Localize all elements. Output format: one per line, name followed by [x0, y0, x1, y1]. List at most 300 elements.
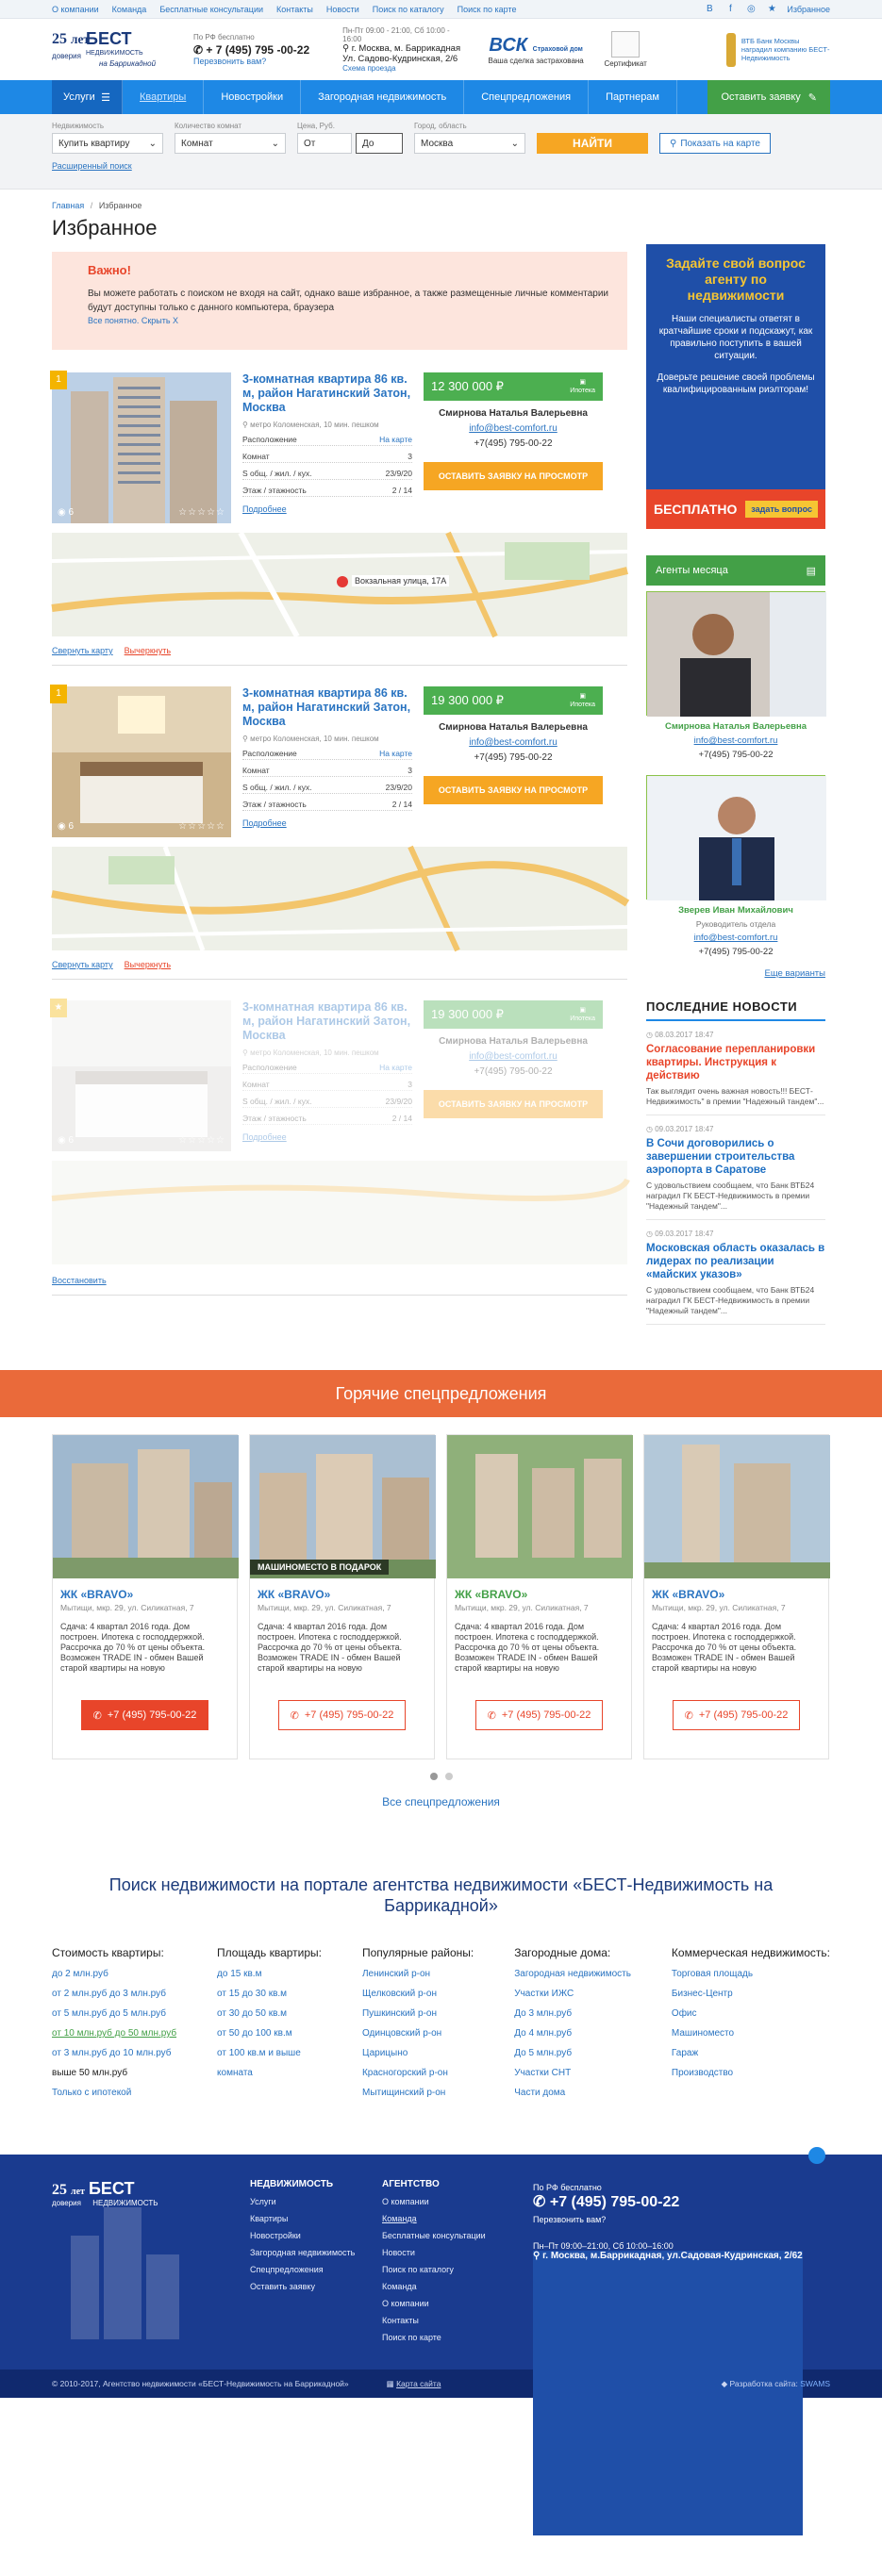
phone-icon: ✆: [92, 1709, 102, 1722]
news-item[interactable]: [646, 1230, 825, 1325]
location-pin-icon: ⚲: [242, 421, 251, 429]
more-agents-link[interactable]: Еще варианты: [764, 968, 825, 979]
rooms-value: 3: [408, 452, 412, 461]
agent-photo[interactable]: [646, 775, 825, 900]
footer-link[interactable]: Услуги: [250, 2197, 276, 2206]
vk-icon[interactable]: В: [707, 4, 713, 14]
hide-map-link[interactable]: Свернуть карту: [52, 646, 113, 655]
footer-phone-note: По РФ бесплатно: [533, 2183, 602, 2192]
footer-link[interactable]: О компании: [382, 2299, 429, 2308]
listing-price: 19 300 000 ₽: [431, 1007, 504, 1021]
footer-link[interactable]: Новостройки: [250, 2231, 301, 2240]
badge-icon: ▤: [806, 565, 816, 577]
floor-label: Этаж / этажность: [242, 1114, 307, 1123]
news-item[interactable]: [646, 1125, 825, 1220]
phone-note: По РФ бесплатно: [193, 33, 255, 41]
seo-link[interactable]: Щелковский р-он: [361, 1989, 437, 1999]
vsk-text: Ваша сделка застрахована: [488, 56, 584, 65]
offer-call-button[interactable]: [278, 1700, 406, 1730]
footer-scheme-link[interactable]: Схема проезда: [533, 2539, 593, 2549]
offer-label: МАШИНОМЕСТО В ПОДАРОК: [250, 1560, 389, 1575]
delete-link[interactable]: Вычеркнуть: [124, 960, 172, 969]
footer-logo-trust: доверия: [52, 2199, 81, 2207]
nav-request-label: Оставить заявку: [721, 91, 801, 103]
camera-icon: ◉: [58, 821, 69, 832]
mortgage-icon: ▣: [579, 1007, 586, 1014]
prop-location: [242, 749, 412, 760]
footer-link[interactable]: Новости: [382, 2248, 415, 2257]
trophy-icon: [726, 33, 736, 67]
price-label: Цена, Руб.: [297, 122, 335, 130]
footer-link[interactable]: О компании: [382, 2197, 429, 2206]
price-box: [424, 686, 603, 715]
more-link[interactable]: Подробнее: [242, 1132, 287, 1142]
instagram-icon[interactable]: ◎: [568, 2566, 577, 2576]
certificate-icon: [611, 31, 640, 58]
logo-brand: БЕСТ: [86, 28, 132, 48]
rating-stars-icon[interactable]: ☆☆☆☆☆: [178, 1135, 225, 1146]
seo-link[interactable]: Красногорский р-он: [361, 2068, 448, 2078]
seo-link[interactable]: Офис: [671, 2008, 697, 2019]
offer-phone: +7 (495) 795-00-22: [501, 1709, 591, 1721]
price-from-input[interactable]: От: [297, 133, 352, 154]
top-link-team[interactable]: Команда: [111, 5, 147, 14]
copyright: © 2010-2017, Агентство недвижимости «БЕСТ-Недвижимость на Баррикадной»: [52, 2379, 349, 2388]
rooms-label: Комнат: [242, 452, 270, 461]
agent-phone[interactable]: +7(495) 795-00-22: [474, 1066, 553, 1077]
city-label: Город, область: [414, 122, 467, 130]
mortgage-icon: ▣: [579, 379, 586, 386]
all-offers-link[interactable]: Все спецпредложения: [382, 1795, 500, 1808]
seo-link[interactable]: Машиноместо: [671, 2028, 735, 2039]
offer-image: [250, 1435, 434, 1578]
listing-map[interactable]: [52, 847, 627, 950]
top-badge-icon: 1: [50, 371, 67, 389]
price-to-input[interactable]: До: [356, 133, 403, 154]
agent-name: Смирнова Наталья Валерьевна: [439, 722, 588, 733]
offer-card[interactable]: [643, 1434, 829, 1759]
ad-free: БЕСПЛАТНО: [654, 502, 738, 517]
type-label: Недвижимость: [52, 122, 105, 130]
agent-name[interactable]: Зверев Иван Михайлович: [678, 905, 793, 916]
find-button[interactable]: НАЙТИ: [537, 133, 648, 154]
listing-card: [52, 686, 627, 980]
vk-icon[interactable]: В: [533, 2566, 540, 2576]
offer-phone: +7 (495) 795-00-22: [107, 1709, 197, 1721]
listing-price: 19 300 000 ₽: [431, 693, 504, 707]
seo-link[interactable]: комната: [217, 2068, 253, 2078]
chevron-down-icon: ⌄: [510, 138, 519, 149]
listing-card: [52, 372, 627, 666]
news-headline[interactable]: Московская область оказалась в лидерах по реализации «майских указов»: [646, 1243, 825, 1280]
offer-card[interactable]: [52, 1434, 238, 1759]
listing-title[interactable]: 3-комнатная квартира 86 кв. м, район Нагатинский Затон, Москва: [242, 1000, 411, 1042]
page-title: Избранное: [52, 216, 158, 239]
carousel-dot[interactable]: [430, 1773, 438, 1780]
seo-link[interactable]: выше 50 млн.руб: [52, 2068, 128, 2078]
rooms-label: Комнат: [242, 766, 270, 775]
seo-col-heading: Стоимость квартиры:: [52, 1946, 164, 1959]
ad-body: Наши специалисты ответят в кратчайшие сроки и подскажут, как правильно поступить в вашей ситуации.: [658, 314, 813, 361]
offer-phone: +7 (495) 795-00-22: [698, 1709, 789, 1721]
scheme-link[interactable]: Схема проезда: [342, 64, 396, 73]
rating-stars-icon[interactable]: ☆☆☆☆☆: [178, 821, 225, 832]
notice-title: Важно!: [88, 263, 131, 277]
rooms-label: Комнат: [242, 1080, 270, 1089]
footer-link[interactable]: Квартиры: [250, 2214, 289, 2223]
logo-brand-place: на Баррикадной: [99, 58, 157, 68]
chevron-down-icon: ⌄: [271, 138, 279, 149]
agent-email[interactable]: info@best-comfort.ru: [469, 737, 557, 748]
seo-link[interactable]: от 30 до 50 кв.м: [217, 2008, 288, 2019]
star-icon[interactable]: ★: [590, 2566, 599, 2576]
seo-link[interactable]: До 3 млн.руб: [514, 2008, 573, 2019]
seo-link[interactable]: Только с ипотекой: [52, 2088, 132, 2098]
prop-area: [242, 1097, 412, 1108]
clock-icon: ◷: [646, 1125, 656, 1133]
search-panel: [0, 114, 882, 190]
agent-phone: +7(495) 795-00-22: [698, 750, 774, 760]
seo-link[interactable]: от 5 млн.руб до 5 млн.руб: [52, 2008, 166, 2019]
seo-link[interactable]: Одинцовский р-он: [361, 2028, 442, 2039]
seo-link[interactable]: Участки ИЖС: [514, 1989, 574, 1999]
agents-header: [646, 555, 825, 586]
seo-link[interactable]: До 4 млн.руб: [514, 2028, 573, 2039]
location-label: Расположение: [242, 435, 297, 444]
price-box: [424, 372, 603, 401]
listing-photo[interactable]: [52, 686, 231, 837]
map-pin-icon: ⚲: [669, 138, 677, 149]
agent-email[interactable]: info@best-comfort.ru: [469, 1051, 557, 1062]
rooms-label: Количество комнат: [175, 122, 242, 130]
nav-services[interactable]: [52, 80, 123, 114]
hours: Пн-Пт 09:00 - 21:00, Сб 10:00 - 16:00: [342, 26, 450, 43]
seo-link[interactable]: Части дома: [514, 2088, 566, 2098]
news-headline[interactable]: В Сочи договорились о завершении строительства аэропорта в Саратове: [646, 1138, 795, 1176]
facebook-icon[interactable]: f: [552, 2566, 556, 2576]
offer-call-button[interactable]: [475, 1700, 603, 1730]
footer-link[interactable]: Контакты: [382, 2316, 419, 2325]
seo-link[interactable]: Ленинский р-он: [361, 1969, 431, 1979]
on-map-link[interactable]: На карте: [379, 1063, 412, 1072]
facebook-icon[interactable]: f: [728, 4, 732, 14]
prop-rooms: [242, 452, 412, 463]
nav-country[interactable]: Загородная недвижимость: [301, 80, 464, 114]
news-headline[interactable]: Согласование перепланировки квартиры. Инструкция к действию: [646, 1044, 816, 1082]
sitemap-link[interactable]: Карта сайта: [396, 2378, 441, 2388]
more-link[interactable]: Подробнее: [242, 818, 287, 828]
footer-link[interactable]: Поиск по каталогу: [382, 2265, 454, 2274]
sidebar: [646, 252, 825, 1325]
footer-hours: Пн–Пт 09:00–21:00, Сб 10:00–16:00: [533, 2241, 674, 2251]
listing-map[interactable]: [52, 533, 627, 636]
nav-services-label: Услуги: [63, 91, 95, 103]
crumb-home[interactable]: Главная: [52, 201, 85, 210]
footer-link[interactable]: Команда: [382, 2282, 417, 2291]
footer-col-heading: НЕДВИЖИМОСТЬ: [250, 2179, 334, 2189]
footer-callback-link[interactable]: Перезвонить вам?: [533, 2215, 607, 2224]
area-label: S общ. / жил. / кух.: [242, 469, 312, 478]
seo-col-heading: Коммерческая недвижимость:: [671, 1946, 830, 1959]
floor-label: Этаж / этажность: [242, 486, 307, 495]
footer-link[interactable]: Спецпредложения: [250, 2265, 324, 2274]
agent-phone[interactable]: +7(495) 795-00-22: [474, 438, 553, 449]
area-value: 23/9/20: [385, 1097, 412, 1106]
footer-link[interactable]: Бесплатные консультации: [382, 2231, 486, 2240]
certificate[interactable]: [597, 31, 654, 68]
photo-count: 6: [68, 1135, 75, 1146]
carousel-dot[interactable]: [445, 1773, 453, 1780]
award-text: ВТБ Банк Москвы наградил компанию БЕСТ-Недвижимость: [741, 37, 830, 62]
offer-call-button[interactable]: [673, 1700, 800, 1730]
top-link-map[interactable]: Поиск по карте: [457, 5, 517, 14]
footer-phone[interactable]: +7 (495) 795-00-22: [549, 2194, 680, 2210]
type-value: Купить квартиру: [58, 138, 130, 149]
listing-card-removed: [52, 1000, 627, 1296]
location-label: Расположение: [242, 1063, 297, 1072]
seo-link[interactable]: от 100 кв.м и выше: [217, 2048, 301, 2058]
top-link-about[interactable]: О компании: [52, 5, 99, 14]
location-label: Расположение: [242, 749, 297, 758]
request-viewing-button[interactable]: ОСТАВИТЬ ЗАЯВКУ НА ПРОСМОТР: [424, 462, 603, 490]
top-link-news[interactable]: Новости: [325, 5, 359, 14]
location-pin-icon: ⚲: [342, 43, 352, 54]
news-title: ПОСЛЕДНИЕ НОВОСТИ: [646, 999, 825, 1021]
area-value: 23/9/20: [385, 783, 412, 792]
footer-bottom: [0, 2370, 882, 2398]
ad-head: Задайте свой вопрос агенту по недвижимости: [666, 256, 806, 303]
offer-name: ЖК «BRAVO»: [652, 1588, 725, 1601]
agents-title: Агенты месяца: [656, 565, 728, 576]
rooms-value: Комнат: [181, 138, 213, 149]
mortgage-icon: ▣: [579, 693, 586, 700]
offer-address: Мытищи, мкр. 29, ул. Силикатная, 7: [455, 1603, 589, 1612]
listing-photo[interactable]: [52, 372, 231, 523]
news-item[interactable]: [646, 1031, 825, 1115]
footer-link[interactable]: Поиск по карте: [382, 2333, 441, 2342]
listing-metro: метро Коломенская, 10 мин. пешком: [250, 421, 379, 429]
seo-link[interactable]: до 2 млн.руб: [52, 1969, 108, 1979]
agent-email[interactable]: info@best-comfort.ru: [469, 423, 557, 434]
prop-floor: [242, 1114, 412, 1125]
top-link-contacts[interactable]: Контакты: [276, 5, 313, 14]
footer-logo[interactable]: [52, 2179, 250, 2339]
seo-link[interactable]: Загородная недвижимость: [514, 1969, 631, 1979]
seo-link[interactable]: Бизнес-Центр: [671, 1989, 733, 1999]
seo-link[interactable]: Мытищинский р-он: [361, 2088, 446, 2098]
nav-apartments[interactable]: Квартиры: [123, 80, 204, 114]
camera-icon: ◉: [58, 1135, 69, 1146]
location-pin-icon: ⚲: [533, 2251, 543, 2261]
more-link[interactable]: Подробнее: [242, 504, 287, 514]
seo-link[interactable]: от 2 млн.руб до 3 млн.руб: [52, 1989, 166, 1999]
restore-link[interactable]: Восстановить: [52, 1276, 107, 1285]
dev-icon: ◆: [721, 2378, 730, 2388]
ad-ask-button[interactable]: задать вопрос: [745, 501, 818, 518]
seo-col-heading: Популярные районы:: [361, 1946, 474, 1959]
top-nav: [52, 5, 529, 14]
agent-email[interactable]: info@best-comfort.ru: [693, 735, 778, 746]
phone-icon: ✆: [487, 1709, 496, 1722]
offer-address: Мытищи, мкр. 29, ул. Силикатная, 7: [258, 1603, 391, 1612]
seo-link[interactable]: Участки СНТ: [514, 2068, 572, 2078]
floor-label: Этаж / этажность: [242, 800, 307, 809]
ask-agent-banner[interactable]: [646, 244, 825, 529]
clock-icon: ◷: [646, 1031, 656, 1039]
carousel-dots: [52, 1773, 830, 1780]
agent-photo[interactable]: [646, 591, 825, 716]
seo-link[interactable]: Пушкинский р-он: [361, 2008, 437, 2019]
nav-special[interactable]: Спецпредложения: [464, 80, 589, 114]
instagram-icon[interactable]: ◎: [747, 4, 756, 14]
seo-link[interactable]: от 50 до 100 кв.м: [217, 2028, 292, 2039]
type-select[interactable]: [52, 133, 163, 154]
news-date: 09.03.2017 18:47: [655, 1125, 714, 1133]
offer-name: ЖК «BRAVO»: [258, 1588, 331, 1601]
footer-link[interactable]: Оставить заявку: [250, 2282, 315, 2291]
offer-desc: Сдача: 4 квартал 2016 года. Дом построен. Ипотека с господдержкой. Рассрочка до 70 % от цены объекта. Возможен TRADE IN - обмен Вашей старой квартиры на новую: [455, 1622, 600, 1673]
on-map-link[interactable]: На карте: [379, 749, 412, 758]
certificate-label: Сертификат: [604, 59, 647, 68]
on-map-link[interactable]: На карте: [379, 435, 412, 444]
seo-links: [52, 1946, 830, 2098]
hide-map-link[interactable]: Свернуть карту: [52, 960, 113, 969]
listing-photo[interactable]: [52, 1000, 231, 1151]
seo-col-area: [217, 1946, 322, 2098]
listing-metro: метро Коломенская, 10 мин. пешком: [250, 735, 379, 743]
logo[interactable]: [52, 29, 175, 71]
callback-link[interactable]: Перезвонить вам?: [193, 57, 267, 66]
footer-col-heading: АГЕНТСТВО: [382, 2179, 440, 2189]
listing-title[interactable]: 3-комнатная квартира 86 кв. м, район Нагатинский Затон, Москва: [242, 372, 411, 414]
notice-box: [52, 252, 627, 350]
offer-desc: Сдача: 4 квартал 2016 года. Дом построен. Ипотека с господдержкой. Рассрочка до 70 % от цены объекта. Возможен TRADE IN - обмен Вашей старой квартиры на новую: [258, 1622, 403, 1673]
logo-years-word: лет: [71, 31, 90, 46]
prop-floor: [242, 800, 412, 811]
seo-link[interactable]: от 10 млн.руб до 50 млн.руб: [52, 2028, 177, 2039]
price-box: [424, 1000, 603, 1029]
show-map-button[interactable]: [659, 133, 771, 154]
seo-title: Поиск недвижимости на портале агентства недвижимости «БЕСТ-Недвижимость на Баррикадной»: [108, 1875, 774, 1915]
top-social: [704, 4, 830, 15]
clock-icon: ◷: [646, 1230, 656, 1238]
phone-icon: ✆: [290, 1709, 299, 1722]
phone-icon: ✆: [684, 1709, 693, 1722]
offer-image: [447, 1435, 631, 1578]
rooms-select[interactable]: [175, 133, 286, 154]
nav-new-buildings[interactable]: Новостройки: [204, 80, 301, 114]
seo-link[interactable]: Царицыно: [361, 2048, 408, 2058]
header-address-block: [342, 26, 465, 73]
award[interactable]: [726, 33, 830, 67]
listing-title[interactable]: 3-комнатная квартира 86 кв. м, район Нагатинский Затон, Москва: [242, 686, 411, 728]
agent-phone[interactable]: +7(495) 795-00-22: [474, 752, 553, 763]
footer-logo-years-word: лет: [71, 2187, 85, 2197]
logo-years: 25: [52, 30, 67, 47]
favorites-link[interactable]: Избранное: [787, 5, 830, 14]
footer-link[interactable]: Загородная недвижимость: [250, 2248, 356, 2257]
top-badge-icon: ★: [50, 999, 67, 1017]
request-viewing-button[interactable]: ОСТАВИТЬ ЗАЯВКУ НА ПРОСМОТР: [424, 776, 603, 804]
show-map-label: Показать на карте: [680, 138, 760, 149]
offer-card[interactable]: [446, 1434, 632, 1759]
seo-link[interactable]: Производство: [671, 2068, 734, 2078]
agent-name: Смирнова Наталья Валерьевна: [439, 1036, 588, 1047]
news-date: 08.03.2017 18:47: [655, 1031, 714, 1039]
delete-link[interactable]: Вычеркнуть: [124, 646, 172, 655]
logo-brand-sub: НЕДВИЖИМОСТЬ: [86, 49, 143, 57]
seo-link[interactable]: До 5 млн.руб: [514, 2048, 573, 2058]
hot-offers-carousel: [52, 1434, 830, 1759]
seo-col-commercial: [672, 1946, 830, 2098]
prop-rooms: [242, 766, 412, 777]
header-address: г. Москва, м. Баррикадная Ул. Садово-Кудринская, 2/6: [342, 43, 461, 64]
city-select[interactable]: [414, 133, 525, 154]
advanced-search-link[interactable]: Расширенный поиск: [52, 161, 132, 171]
request-viewing-button[interactable]: ОСТАВИТЬ ЗАЯВКУ НА ПРОСМОТР: [424, 1090, 603, 1118]
rating-stars-icon[interactable]: ☆☆☆☆☆: [178, 507, 225, 518]
main-nav: [0, 80, 882, 114]
offer-call-button[interactable]: [81, 1700, 208, 1730]
prop-area: [242, 783, 412, 794]
top-link-consult[interactable]: Бесплатные консультации: [159, 5, 264, 14]
prop-area: [242, 469, 412, 480]
mortgage-label: Ипотека: [570, 388, 595, 394]
favorites-list: [52, 252, 627, 1325]
floor-value: 2 / 14: [391, 800, 412, 809]
vsk-badge[interactable]: [484, 35, 588, 65]
seo-col-price: [52, 1946, 176, 2098]
agent-email[interactable]: info@best-comfort.ru: [693, 933, 778, 943]
agent-name: Смирнова Наталья Валерьевна: [439, 408, 588, 419]
offer-phone: +7 (495) 795-00-22: [304, 1709, 394, 1721]
listing-price: 12 300 000 ₽: [431, 379, 504, 393]
footer-link[interactable]: Команда: [382, 2214, 417, 2223]
top-link-catalog[interactable]: Поиск по каталогу: [372, 5, 444, 14]
dev-name[interactable]: SWAMS: [800, 2378, 830, 2388]
header-phone[interactable]: + 7 (495) 795 -00-22: [206, 43, 310, 57]
news-date: 09.03.2017 18:47: [655, 1230, 714, 1238]
prop-floor: [242, 486, 412, 497]
footer-favorites-link[interactable]: Избранное: [611, 2566, 659, 2576]
seo-link[interactable]: до 15 кв.м: [217, 1969, 262, 1979]
agent-phone: +7(495) 795-00-22: [698, 947, 774, 957]
header-phone-block: [193, 33, 309, 66]
seo-link[interactable]: Гараж: [671, 2048, 699, 2058]
seo-link[interactable]: Торговая площадь: [671, 1969, 754, 1979]
crumb-separator: /: [90, 201, 93, 210]
crumb-current: Избранное: [98, 201, 142, 210]
nav-partners[interactable]: Партнерам: [589, 80, 677, 114]
breadcrumb: [52, 201, 830, 210]
nav-request-button[interactable]: [707, 80, 830, 114]
seo-link[interactable]: от 15 до 30 кв.м: [217, 1989, 288, 1999]
seo-link[interactable]: от 3 млн.руб до 10 млн.руб: [52, 2048, 172, 2058]
footer-logo-years: 25: [52, 2182, 67, 2198]
phone-icon: ✆: [193, 43, 207, 57]
dev-label: Разработка сайта:: [729, 2378, 798, 2388]
phone-icon: ✆: [533, 2194, 550, 2210]
mortgage-label: Ипотека: [570, 1016, 595, 1022]
chevron-down-icon: ⌄: [148, 138, 157, 149]
vsk-logo: ВСК: [489, 34, 528, 56]
listing-metro: метро Коломенская, 10 мин. пешком: [250, 1049, 379, 1057]
notice-hide-link[interactable]: Все понятно. Скрыть X: [88, 316, 179, 325]
offer-card[interactable]: [249, 1434, 435, 1759]
star-icon[interactable]: ★: [767, 4, 776, 14]
agent-name[interactable]: Смирнова Наталья Валерьевна: [665, 721, 807, 732]
logo-trust: доверия: [52, 51, 81, 60]
